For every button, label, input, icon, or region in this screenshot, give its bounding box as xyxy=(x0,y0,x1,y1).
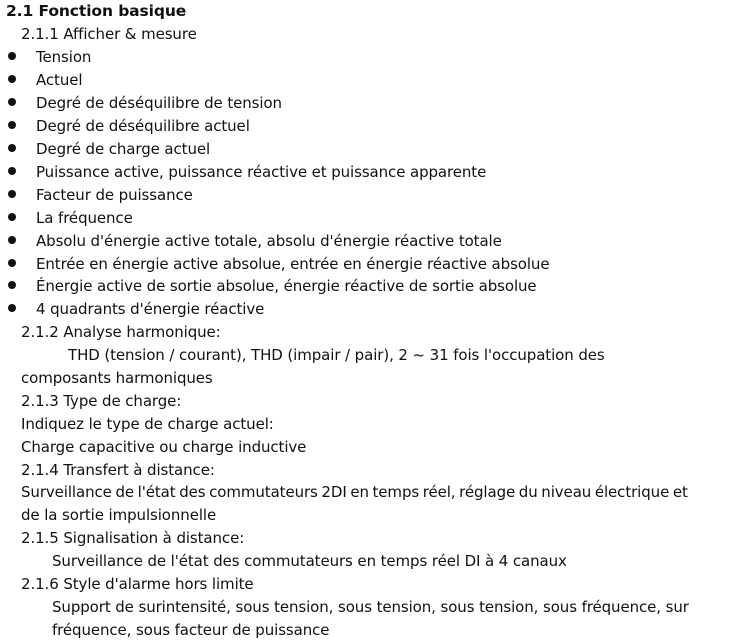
remote-transfer-text: Surveillance de l'état des commutateurs 2DI en temps réel, réglage du niveau électrique et xyxy=(21,483,688,501)
bullet-icon xyxy=(8,304,16,312)
remote-signaling-text: Surveillance de l'état des commutateurs en temps réel DI à 4 canaux xyxy=(52,552,567,570)
bullet-icon xyxy=(8,213,16,221)
bullet-icon xyxy=(8,52,16,60)
subsection-title-remote-signaling: 2.1.5 Signalisation à distance: xyxy=(21,529,245,547)
list-item-text: Tension xyxy=(36,48,92,66)
load-type-instruction: Indiquez le type de charge actuel: xyxy=(21,415,274,433)
section-heading: 2.1 Fonction basique xyxy=(6,2,187,20)
bullet-icon xyxy=(8,98,16,106)
bullet-icon xyxy=(8,190,16,198)
list-item-text: 4 quadrants d'énergie réactive xyxy=(36,300,265,318)
remote-transfer-text-continued: de la sortie impulsionnelle xyxy=(21,506,217,524)
list-item-text: Puissance active, puissance réactive et puissance apparente xyxy=(36,163,487,181)
alarm-style-text: Support de surintensité, sous tension, sous tension, sous tension, sous fréquence, sur xyxy=(52,598,689,616)
harmonic-analysis-text-continued: composants harmoniques xyxy=(21,369,213,387)
list-item-text: Facteur de puissance xyxy=(36,186,193,204)
list-item-text: Entrée en énergie active absolue, entrée en énergie réactive absolue xyxy=(36,255,550,273)
list-item-text: Degré de déséquilibre de tension xyxy=(36,94,282,112)
subsection-title-load-type: 2.1.3 Type de charge: xyxy=(21,392,182,410)
bullet-icon xyxy=(8,167,16,175)
bullet-icon xyxy=(8,236,16,244)
list-item-text: Énergie active de sortie absolue, énergie réactive de sortie absolue xyxy=(36,277,537,295)
subsection-title-harmonic-analysis: 2.1.2 Analyse harmonique: xyxy=(21,323,221,341)
load-type-values: Charge capacitive ou charge inductive xyxy=(21,438,307,456)
bullet-icon xyxy=(8,121,16,129)
list-item-text: Degré de charge actuel xyxy=(36,140,211,158)
alarm-style-text-continued: fréquence, sous facteur de puissance xyxy=(52,621,330,639)
subsection-title-display-measure: 2.1.1 Afficher & mesure xyxy=(21,25,197,43)
harmonic-analysis-text: THD (tension / courant), THD (impair / pair), 2 ~ 31 fois l'occupation des xyxy=(68,346,605,364)
bullet-icon xyxy=(8,144,16,152)
list-item-text: Degré de déséquilibre actuel xyxy=(36,117,250,135)
list-item-text: Absolu d'énergie active totale, absolu d'énergie réactive totale xyxy=(36,232,502,250)
list-item-text: Actuel xyxy=(36,71,83,89)
bullet-icon xyxy=(8,259,16,267)
bullet-icon xyxy=(8,75,16,83)
subsection-title-remote-transfer: 2.1.4 Transfert à distance: xyxy=(21,461,215,479)
list-item-text: La fréquence xyxy=(36,209,133,227)
bullet-icon xyxy=(8,281,16,289)
subsection-title-alarm-style: 2.1.6 Style d'alarme hors limite xyxy=(21,575,254,593)
